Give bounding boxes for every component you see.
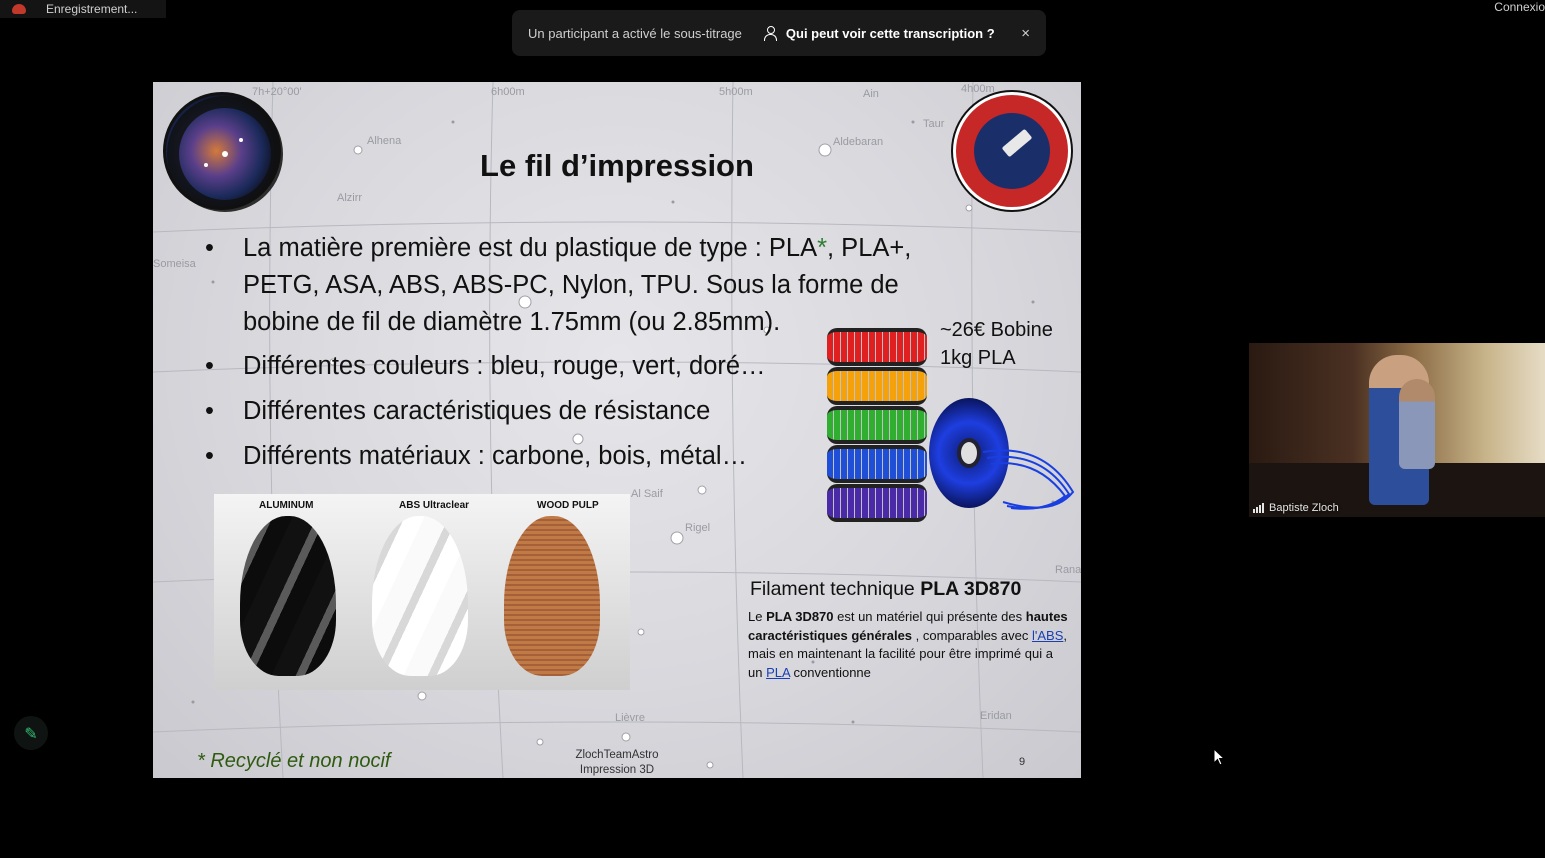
aluminum-vase	[240, 516, 336, 676]
star-map-label: Rana	[1055, 564, 1081, 576]
tech-text: , comparables avec	[912, 627, 1032, 643]
signal-strength-icon	[1253, 503, 1264, 513]
video-person	[1399, 379, 1435, 469]
connexion-button[interactable]: Connexio	[1494, 0, 1545, 14]
star-map-label: Al Saif	[631, 488, 663, 500]
pencil-icon[interactable]: ✎	[14, 716, 48, 750]
footnote: * Recyclé et non nocif	[197, 750, 391, 772]
star-map-label: Lièvre	[615, 712, 645, 724]
asterisk-mark: *	[817, 234, 828, 262]
participant-video-tile[interactable]	[1249, 343, 1545, 517]
recording-indicator	[0, 0, 166, 18]
star-map-label: 7h+20°00'	[252, 86, 302, 98]
filament-spools-image	[827, 328, 927, 522]
star-map-label: Alhena	[367, 135, 402, 147]
filament-spool	[827, 406, 927, 444]
price-label	[940, 316, 1053, 372]
tech-text: conventionne	[789, 664, 871, 680]
star-map-label: Alzirr	[337, 192, 363, 204]
close-icon[interactable]: ×	[1021, 24, 1030, 42]
shared-slide	[153, 82, 1081, 778]
caption-notification	[512, 10, 1046, 56]
tech-text: , mais en maintenant la facilité pour être imprimé qui a un	[748, 627, 1068, 680]
star-map-label: 5h00m	[719, 86, 753, 98]
star-map-label: Eridan	[980, 710, 1012, 722]
star-map-label: Aldebaran	[833, 136, 884, 148]
abs-link[interactable]: l'ABS	[1032, 627, 1064, 643]
bullet-item: • Différentes caractéristiques de résistance	[205, 393, 965, 430]
abs-ultraclear-vase	[372, 516, 468, 676]
bullet-item: • Différents matériaux : carbone, bois, métal…	[205, 438, 965, 475]
who-can-see-transcript-link[interactable]	[764, 26, 995, 41]
price-line: 1kg PLA	[940, 347, 1016, 369]
pla-link[interactable]: PLA	[766, 664, 790, 680]
vase-label: ABS Ultraclear	[399, 500, 470, 511]
tech-title-prefix: Filament technique	[750, 578, 921, 600]
star-map-label: 4h00m	[961, 83, 995, 95]
filament-spool	[827, 367, 927, 405]
person-icon	[764, 26, 778, 40]
wood-pulp-vase	[504, 516, 600, 676]
tech-filament-title	[750, 578, 1021, 601]
filament-spool	[827, 328, 927, 366]
caption-message: Un participant a activé le sous-titrage	[528, 25, 742, 41]
bullet-item	[205, 230, 965, 341]
record-icon	[12, 4, 26, 14]
filament-wire-image	[963, 422, 1081, 522]
tech-title-bold: PLA 3D870	[920, 578, 1022, 600]
slide-footer	[563, 748, 671, 778]
tech-text: est un matériel qui présente des	[833, 609, 1026, 624]
printed-vases-image	[214, 494, 630, 690]
participant-name: Baptiste Zloch	[1269, 502, 1339, 514]
bullet-text: , PLA+, PETG, ASA, ABS, ABS-PC, Nylon, TPU. Sous la forme de bobine de fil de diamètre 1.75mm (ou 2.85mm).	[243, 234, 912, 336]
filament-spool	[827, 484, 927, 522]
tech-filament-description	[748, 608, 1068, 682]
tech-text-bold: hautes caractéristiques générales	[748, 609, 1068, 643]
bullet-item: • Différentes couleurs : bleu, rouge, vert, doré…	[205, 348, 965, 385]
footer-line: Impression 3D	[579, 764, 655, 776]
star-map-label: 6h00m	[491, 86, 525, 98]
filament-spool	[827, 445, 927, 483]
who-can-see-transcript-label: Qui peut voir cette transcription ?	[785, 25, 995, 41]
star-map-label: Someisa	[153, 258, 196, 270]
tech-text: Le	[748, 609, 767, 624]
slide-title: Le fil d’impression	[480, 148, 754, 183]
star-map-label: Taur	[923, 118, 945, 130]
bullet-text: La matière première est du plastique de type : PLA	[243, 234, 818, 262]
vase-label: WOOD PULP	[537, 500, 599, 511]
recording-label: Enregistrement...	[46, 2, 138, 16]
mouse-cursor-icon	[1213, 748, 1225, 766]
participant-name-label	[1253, 502, 1339, 514]
star-map-label: Ain	[863, 88, 879, 100]
page-number: 9	[1019, 756, 1026, 768]
price-line: ~26€ Bobine	[940, 319, 1053, 341]
vase-label: ALUMINUM	[259, 500, 314, 511]
tech-text-bold: PLA 3D870	[766, 609, 834, 624]
star-map-label: Rigel	[685, 522, 711, 534]
footer-line: ZlochTeamAstro	[575, 749, 659, 761]
